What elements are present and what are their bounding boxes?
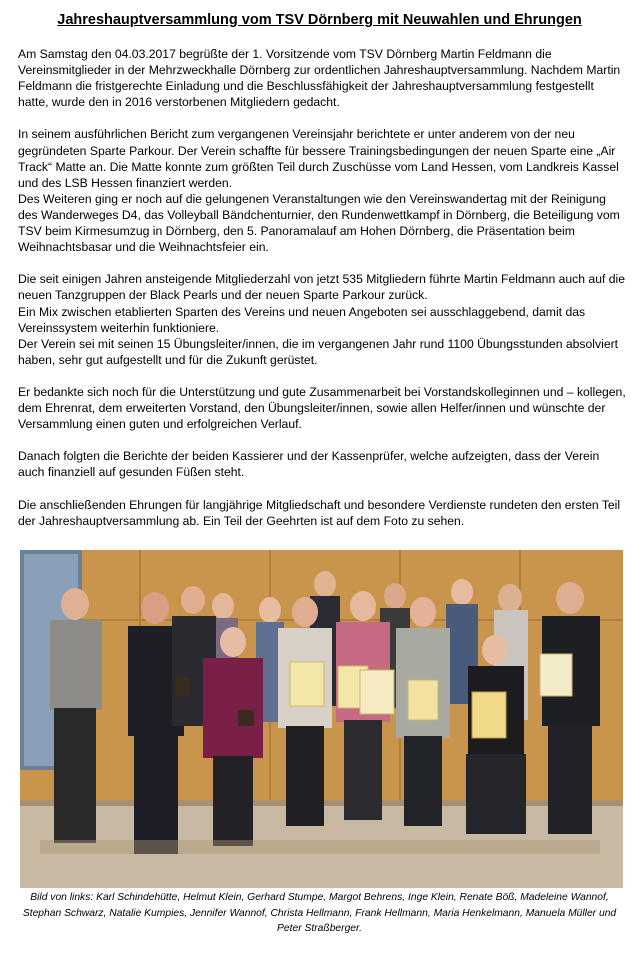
article-title: Jahreshauptversammlung vom TSV Dörnberg mit Neuwahlen und Ehrungen bbox=[57, 12, 582, 28]
paragraph-trainers: Der Verein sei mit seinen 15 Übungsleiter/innen, die im vergangenen Jahr rund 1100 Übungsstunden absolviert haben, sehr gut aufgestellt und für die Zukunft gerüstet. bbox=[18, 336, 619, 367]
paragraph-finance: Danach folgten die Berichte der beiden Kassierer und der Kassenprüfer, welche aufzeigten, dass der Verein auch finanziell auf gesunden Füßen steht. bbox=[18, 449, 600, 480]
group-photo bbox=[20, 550, 623, 888]
photo-caption: Bild von links: Karl Schindehütte, Helmut Klein, Gerhard Stumpe, Margot Behrens, Inge Klein, Renate Böß, Madeleine Wannof, Stephan Schwarz, Natalie Kumpies, Jennifer Wannof, Christa Hellmann, Frank Hellmann, Maria Henkelmann, Manuela Müller und Peter Straßberger. bbox=[22, 892, 617, 934]
paragraph-mix: Ein Mix zwischen etablierten Sparten des Vereins und neuen Angeboten sei ausschlaggebend, damit das Vereinssystem weiterhin funktioniere. bbox=[18, 304, 586, 335]
article-body bbox=[18, 46, 626, 545]
paragraph-events: Des Weiteren ging er noch auf die gelungenen Veranstaltungen wie den Vereinswandertag mit der Reinigung des Wanderweges D4, das Volleyball Bändchenturnier, den Rundenwettkampf in Dörnberg, die Beteiligung vom TSV beim Kirmesumzug in Dörnberg, den 5. Panoramalauf am Hohen Dörnberg, die Präsentation beim Weihnachtsbasar und die Weihnachtsfeier ein. bbox=[18, 191, 620, 255]
paragraph-report: In seinem ausführlichen Bericht zum vergangenen Vereinsjahr berichtete er unter anderem von der neu gegründeten Sparte Parkour. Der Verein schaffte für bessere Trainingsbedingungen der neuen Sparte eine „Air Track“ Matte an. Die Matte konnte zum größten Teil durch Zuschüsse vom Land Hessen, vom Landkreis Kassel und des LSB Hessen finanziert werden. bbox=[18, 127, 619, 190]
paragraph-intro: Am Samstag den 04.03.2017 begrüßte der 1. Vorsitzende vom TSV Dörnberg Martin Feldmann die Vereinsmitglieder in der Mehrzweckhalle Dörnberg zur ordentlichen Jahreshauptversammlung. Nachdem Martin Feldmann die fristgerechte Einladung und die Beschlussfähigkeit der Jahreshauptversammlung festgestellt hatte, wurde den in 2016 verstorbenen Mitgliedern gedacht. bbox=[18, 47, 621, 110]
paragraph-thanks: Er bedankte sich noch für die Unterstützung und gute Zusammenarbeit bei Vorstandskolleginnen und – kollegen, dem Ehrenrat, dem erweiterten Vorstand, den Übungsleiter/innen, sowie allen Helfer/innen und wünschte der Versammlung einen guten und erfolgreichen Verlauf. bbox=[18, 384, 626, 432]
paragraph-honors: Die anschließenden Ehrungen für langjährige Mitgliedschaft und besondere Verdienste rundeten den ersten Teil der Jahreshauptversammlung ab. Ein Teil der Geehrten ist auf dem Foto zu sehen. bbox=[18, 497, 621, 528]
paragraph-members: Die seit einigen Jahren ansteigende Mitgliederzahl von jetzt 535 Mitgliedern führte Martin Feldmann auch auf die neuen Tanzgruppen der Black Pearls und der neuen Sparte Parkour zurück. bbox=[18, 272, 626, 303]
